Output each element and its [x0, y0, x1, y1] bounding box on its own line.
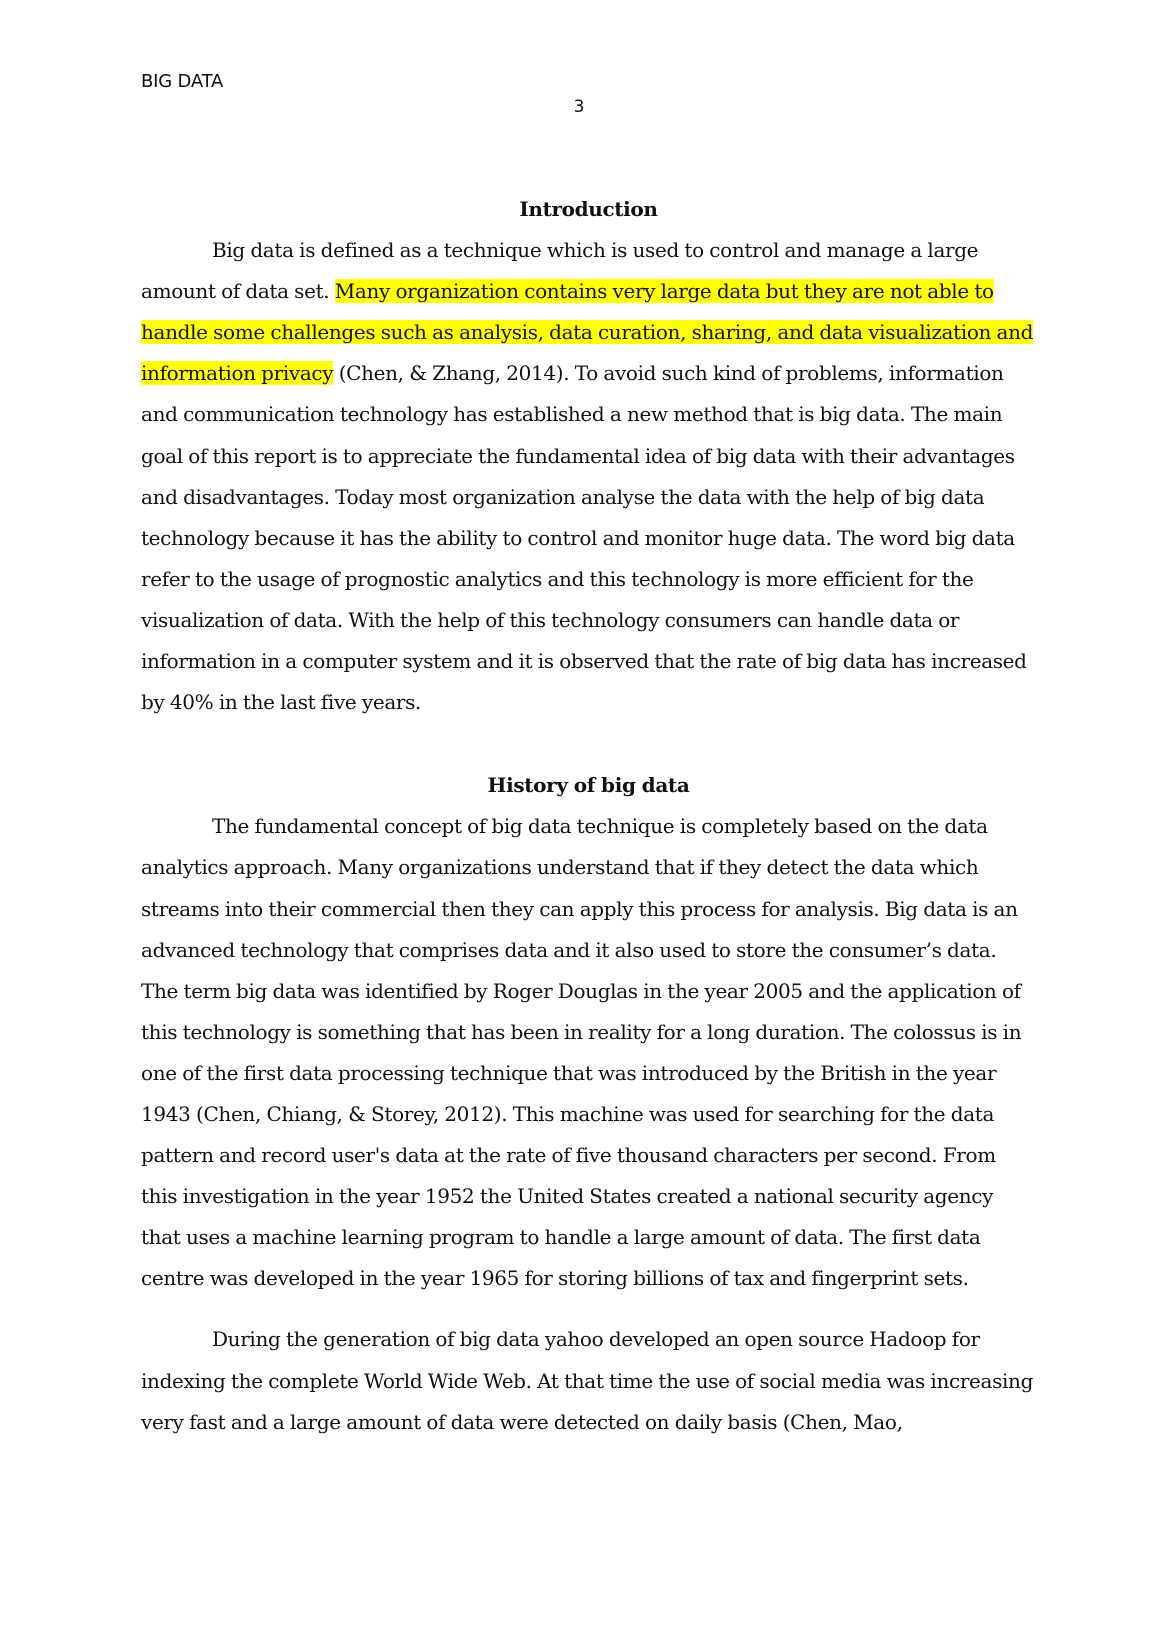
introduction-text-rest: (Chen, & Zhang, 2014). To avoid such kind of problems, information and communication technology has established a new method that is big data. The main goal of this report is to appreciate the fundamental idea of big data with their advantages and disadvantages. Today most organization analyse the data with the help of big data technology because it has the ability to control and monitor huge data. The word big data refer to the usage of prognostic analytics and this technology is more efficient for the visualization of data. With the help of this technology consumers can handle data or information in a computer system and it is observed that the rate of big data has increased by 40% in the last five years.: [141, 361, 1027, 715]
running-head: BIG DATA: [141, 71, 224, 92]
history-paragraph-1: The fundamental concept of big data technique is completely based on the data analytics approach. Many organizations understand that if they detect the data which streams into their commercial then they can apply this process for analysis. Big data is an advanced technology that comprises data and it also used to store the consumer’s data. The term big data was identified by Roger Douglas in the year 2005 and the application of this technology is something that has been in reality for a long duration. The colossus is in one of the first data processing technique that was introduced by the British in the year 1943 (Chen, Chiang, & Storey, 2012). This machine was used for searching for the data pattern and record user's data at the rate of five thousand characters per second. From this investigation in the year 1952 the United States created a national security agency that uses a machine learning program to handle a large amount of data. The first data centre was developed in the year 1965 for storing billions of tax and fingerprint sets.: [141, 814, 1022, 1291]
highlighted-text: Many organization contains very large data but they are not able to handle some challenges such as analysis, data curation, sharing, and data visualization and information privacy: [141, 279, 1034, 386]
section-heading-history: History of big data: [487, 773, 690, 798]
section-heading-introduction: Introduction: [519, 197, 658, 221]
introduction-text-start: Big data is defined as a technique which is used to control and manage a large amount of data set.: [141, 238, 979, 304]
page-number: 3: [573, 97, 585, 117]
section-spacer: [141, 723, 1036, 765]
history-paragraph-2: During the generation of big data yahoo developed an open source Hadoop for indexing the complete World Wide Web. At that time the use of social media was increasing very fast and a large amount of data were detected on daily basis (Chen, Mao,: [141, 1327, 1034, 1434]
introduction-paragraph: [141, 230, 1036, 723]
document-body: [141, 189, 1036, 1443]
paragraph-spacer: [141, 1299, 1036, 1319]
